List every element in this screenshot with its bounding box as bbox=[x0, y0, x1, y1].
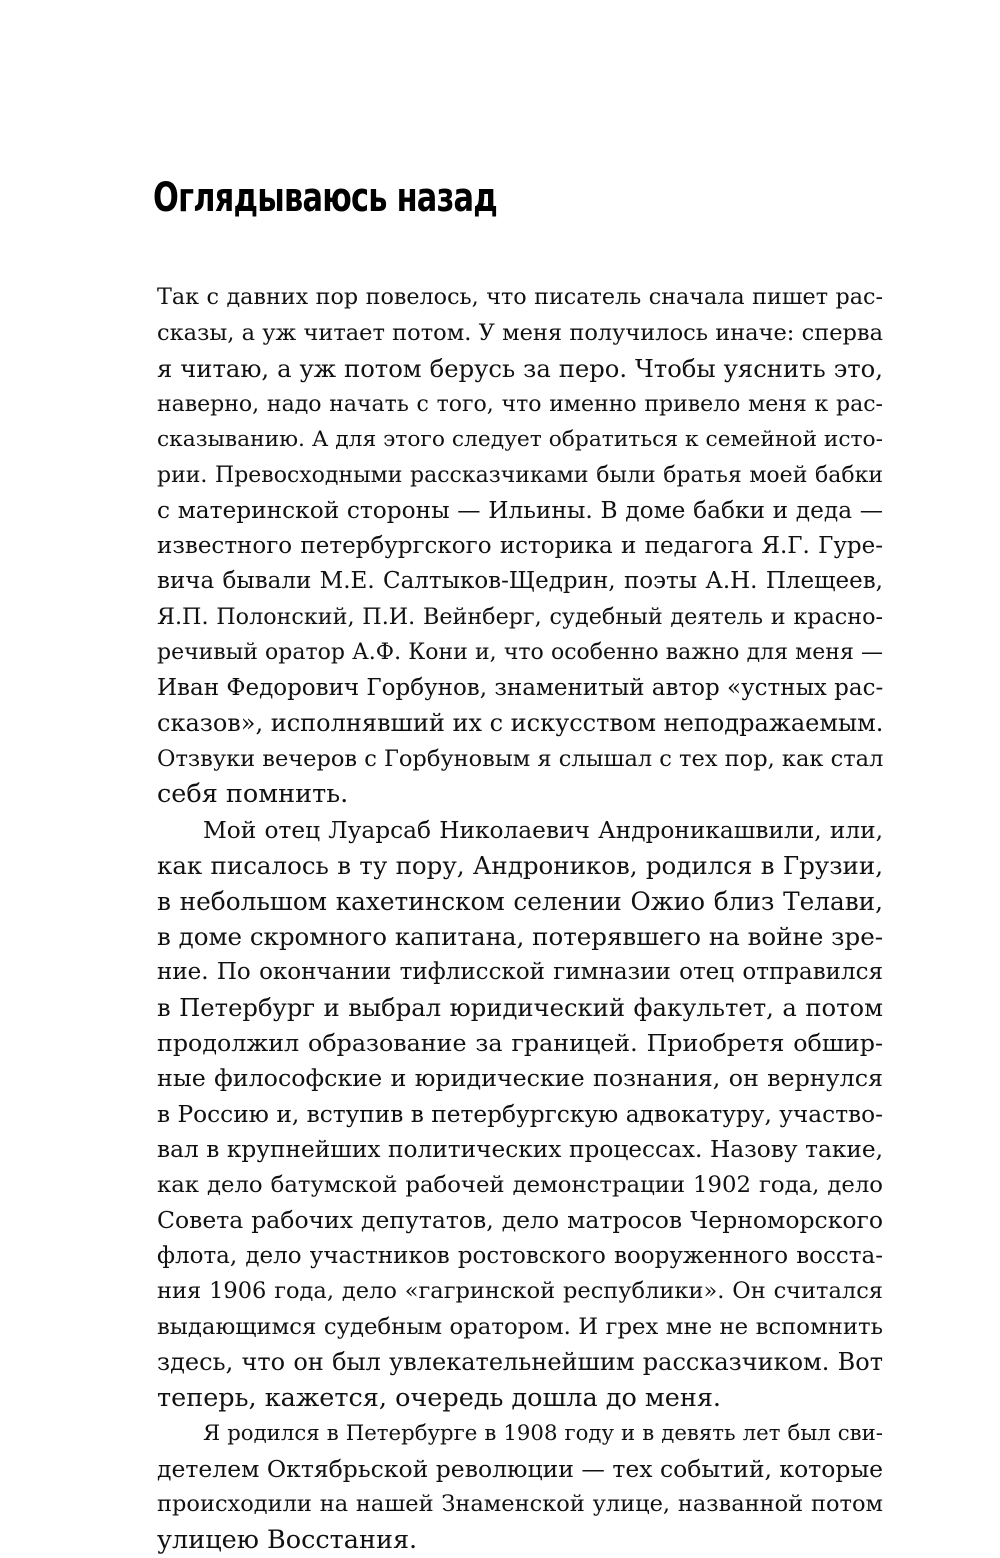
text-line: в небольшом кахетинском селении Ожио близ Телави, bbox=[157, 884, 883, 920]
text-line: в доме скромного капитана, потерявшего на войне зре- bbox=[157, 919, 883, 955]
text-line: сказыванию. А для этого следует обратиться к семейной исто- bbox=[157, 422, 883, 458]
text-line: выдающимся судебным оратором. И грех мне не вспомнить bbox=[157, 1310, 883, 1346]
text-line: Совета рабочих депутатов, дело матросов Черноморского bbox=[157, 1203, 883, 1239]
body-text bbox=[157, 280, 883, 1558]
text-line: как писалось в ту пору, Андроников, родился в Грузии, bbox=[157, 848, 883, 884]
text-line: продолжил образование за границей. Приобретя обшир- bbox=[157, 1026, 883, 1062]
text-line: сказов», исполнявший их с искусством неподражаемым. bbox=[157, 706, 883, 742]
text-line: ния 1906 года, дело «гагринской республики». Он считался bbox=[157, 1274, 883, 1310]
chapter-title: Оглядываюсь назад bbox=[153, 174, 497, 222]
text-line: в Петербург и выбрал юридический факультет, а потом bbox=[157, 990, 883, 1026]
text-line: Так с давних пор повелось, что писатель сначала пишет рас- bbox=[157, 280, 883, 316]
text-line: Отзвуки вечеров с Горбуновым я слышал с тех пор, как стал bbox=[157, 742, 883, 778]
text-line: вича бывали М.Е. Салтыков-Щедрин, поэты А.Н. Плещеев, bbox=[157, 564, 883, 600]
text-line: известного петербургского историка и педагога Я.Г. Гуре- bbox=[157, 529, 883, 565]
text-line: вал в крупнейших политических процессах. Назову такие, bbox=[157, 1132, 883, 1168]
text-line: рии. Превосходными рассказчиками были братья моей бабки bbox=[157, 458, 883, 494]
text-line: детелем Октябрьской революции — тех событий, которые bbox=[157, 1452, 883, 1488]
text-line: Я.П. Полонский, П.И. Вейнберг, судебный деятель и красно- bbox=[157, 600, 883, 636]
text-line: улицею Восстания. bbox=[157, 1523, 883, 1558]
text-line: ние. По окончании тифлисской гимназии отец отправился bbox=[157, 955, 883, 991]
text-line: в Россию и, вступив в петербургскую адвокатуру, участво- bbox=[157, 1097, 883, 1133]
text-line: флота, дело участников ростовского вооруженного восста- bbox=[157, 1239, 883, 1275]
text-line: себя помнить. bbox=[157, 777, 883, 813]
text-line: с материнской стороны — Ильины. В доме бабки и деда — bbox=[157, 493, 883, 529]
text-line: речивый оратор А.Ф. Кони и, что особенно важно для меня — bbox=[157, 635, 883, 671]
text-line: Иван Федорович Горбунов, знаменитый автор «устных рас- bbox=[157, 671, 883, 707]
text-line: как дело батумской рабочей демонстрации 1902 года, дело bbox=[157, 1168, 883, 1204]
text-line: ные философские и юридические познания, он вернулся bbox=[157, 1061, 883, 1097]
text-line: теперь, кажется, очередь дошла до меня. bbox=[157, 1381, 883, 1417]
text-line: происходили на нашей Знаменской улице, названной потом bbox=[157, 1487, 883, 1523]
text-line: здесь, что он был увлекательнейшим рассказчиком. Вот bbox=[157, 1345, 883, 1381]
text-line: сказы, а уж читает потом. У меня получилось иначе: сперва bbox=[157, 316, 883, 352]
text-line: я читаю, а уж потом берусь за перо. Чтобы уяснить это, bbox=[157, 351, 883, 387]
text-line: Я родился в Петербурге в 1908 году и в девять лет был сви- bbox=[157, 1416, 883, 1452]
text-line: наверно, надо начать с того, что именно привело меня к рас- bbox=[157, 387, 883, 423]
text-line: Мой отец Луарсаб Николаевич Андроникашвили, или, bbox=[157, 813, 883, 849]
